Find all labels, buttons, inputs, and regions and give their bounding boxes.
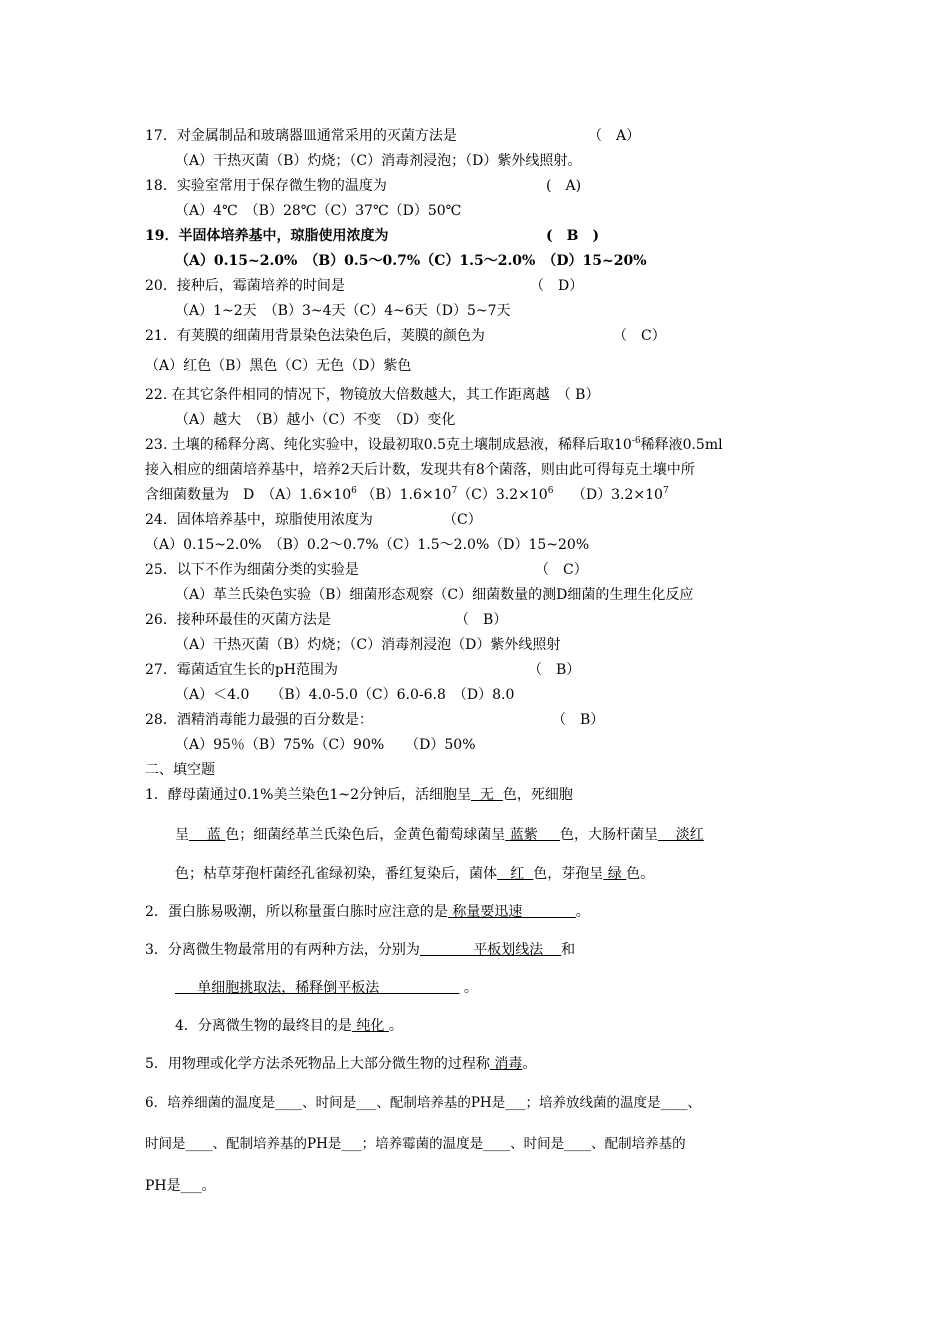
fill1-line1 — [145, 785, 573, 805]
q20-text: 20．接种后，霉菌培养的时间是 — [145, 278, 345, 294]
q27-options: （A）＜4.0 （B）4.0-5.0（C）6.0-6.8 （D）8.0 — [175, 687, 515, 703]
fill6-line3: PH是___。 — [145, 1178, 216, 1194]
fill1-e: 色，大肠杆菌呈 — [559, 827, 658, 843]
q18-answer: ( A) — [546, 178, 582, 194]
blank-9: 单细胞挑取法，稀释倒平板法 — [197, 980, 380, 996]
fill1-c: 呈 — [175, 827, 189, 843]
fill5 — [145, 1054, 536, 1074]
q21-text: 21．有荚膜的细菌用背景染色法染色后，荚膜的颜色为 — [145, 328, 485, 344]
q18-options: （A）4℃ （B）28℃（C）37℃（D）50℃ — [175, 203, 462, 219]
q23-line3 — [145, 485, 669, 505]
q23-opt-c: （C）3.2×10 — [457, 487, 548, 503]
q28-options: （A）95％（B）75%（C）90% （D）50% — [175, 737, 476, 753]
q18-text: 18．实验室常用于保存微生物的温度为 — [145, 178, 387, 194]
blank-3: 蓝紫 — [509, 827, 538, 843]
fill3-line1 — [145, 940, 575, 960]
q23-exp-b: 7 — [451, 486, 458, 496]
blank-8: 平板划线法 — [473, 942, 544, 958]
q23-line1-a: 23. 土壤的稀释分离、纯化实验中，设最初取0.5克土壤制成悬液，稀释后取10 — [145, 437, 632, 453]
fill1-line2 — [175, 825, 704, 845]
q25-answer: （ C） — [535, 562, 588, 578]
q21-options: （A）红色（B）黑色（C）无色（D）紫色 — [145, 358, 412, 374]
blank-11: 消毒 — [494, 1056, 523, 1072]
fill3-b: 和 — [561, 942, 576, 958]
q23-line1 — [145, 435, 723, 455]
blank-5: 红 — [510, 866, 525, 882]
q23-opt-d: （D）3.2×10 — [571, 487, 663, 503]
fill4-b: 。 — [388, 1018, 403, 1034]
q17-options: （A）干热灭菌（B）灼烧；（C）消毒剂浸泡；（D）紫外线照射。 — [175, 153, 582, 169]
q22-options: （A）越大 （B）越小（C）不变 （D）变化 — [175, 412, 456, 428]
q27-answer: （ B） — [528, 662, 581, 678]
q23-opt-b: （B）1.6×10 — [361, 487, 452, 503]
fill1-line3 — [175, 864, 654, 884]
blank-10: 纯化 — [356, 1018, 385, 1034]
fill1-g: 色，芽孢呈 — [533, 866, 604, 882]
fill3-a: 3．分离微生物最常用的有两种方法，分别为 — [145, 942, 420, 958]
fill1-b: 色，死细胞 — [502, 787, 573, 803]
q25-options: （A）革兰氏染色实验（B）细菌形态观察（C）细菌数量的测D细菌的生理生化反应 — [175, 587, 694, 603]
q22-text: 22. 在其它条件相同的情况下，物镜放大倍数越大，其工作距离越 （ B） — [145, 387, 600, 403]
q26-text: 26．接种环最佳的灭菌方法是 — [145, 612, 331, 628]
q26-options: （A）干热灭菌（B）灼烧；（C）消毒剂浸泡（D）紫外线照射 — [175, 637, 561, 653]
q20-options: （A）1~2天 （B）3~4天（C）4~6天（D）5~7天 — [175, 303, 511, 319]
q26-answer: （ B） — [455, 612, 508, 628]
q23-line2: 接入相应的细菌培养基中，培养2天后计数，发现共有8个菌落，则由此可得每克土壤中所 — [145, 462, 695, 478]
q28-answer: （ B） — [552, 712, 605, 728]
section-heading: 二、填空题 — [145, 762, 215, 778]
fill3-line2 — [175, 978, 478, 998]
q19-answer: ( B ) — [546, 228, 600, 244]
q21-answer: （ C） — [613, 328, 666, 344]
fill4-a: 4．分离微生物的最终目的是 — [175, 1018, 352, 1034]
q24-options: （A）0.15~2.0% （B）0.2～0.7%（C）1.5～2.0%（D）15~20% — [145, 537, 590, 553]
q25-text: 25．以下不作为细菌分类的实验是 — [145, 562, 359, 578]
q23-opt-a: 含细菌数量为 D （A）1.6×10 — [145, 487, 352, 503]
q23-exp-d: 7 — [662, 486, 669, 496]
q20-answer: （ D） — [530, 278, 584, 294]
q23-exp-a: 6 — [351, 486, 357, 496]
q19-text: 19．半固体培养基中，琼脂使用浓度为 — [145, 228, 389, 244]
q17-text: 17．对金属制品和玻璃器皿通常采用的灭菌方法是 — [145, 128, 457, 144]
fill5-b: 。 — [522, 1056, 537, 1072]
q24-text: 24．固体培养基中，琼脂使用浓度为 — [145, 512, 373, 528]
blank-7: 称量要迅速 — [452, 904, 523, 920]
fill2-a: 2．蛋白胨易吸潮，所以称量蛋白胨时应注意的是 — [145, 904, 448, 920]
q19-options: （A）0.15~2.0% （B）0.5～0.7%（C）1.5～2.0% （D）15~20% — [175, 253, 647, 269]
fill2-b: 。 — [575, 904, 590, 920]
fill2 — [145, 902, 590, 922]
q28-text: 28．酒精消毒能力最强的百分数是： — [145, 712, 373, 728]
fill1-f: 色；枯草芽孢杆菌经孔雀绿初染，番红复染后，菌体 — [175, 866, 497, 882]
q17-answer: （ A） — [588, 128, 641, 144]
blank-2: 蓝 — [206, 827, 221, 843]
fill6-line1: 6．培养细菌的温度是____、时间是___、配制培养基的PH是___；培养放线菌的温度是____、 — [145, 1095, 701, 1111]
fill3-c: 。 — [463, 980, 478, 996]
fill1-a: 1．酵母菌通过0.1%美兰染色1~2分钟后，活细胞呈 — [145, 787, 472, 803]
fill4 — [175, 1016, 403, 1036]
q23-exp-c: 6 — [547, 486, 554, 496]
blank-1: 无 — [479, 787, 494, 803]
fill1-d: 色；细菌经革兰氏染色后，金黄色葡萄球菌呈 — [225, 827, 506, 843]
q23-exp: -6 — [631, 436, 641, 446]
fill6-line2: 时间是____、配制培养基的PH是___；培养霉菌的温度是____、时间是____、配制培养基的 — [145, 1136, 686, 1152]
blank-6: 绿 — [607, 866, 622, 882]
blank-4: 淡红 — [675, 827, 704, 843]
q27-text: 27．霉菌适宜生长的pH范围为 — [145, 662, 338, 678]
q24-answer: （C） — [443, 512, 482, 528]
fill1-h: 色。 — [626, 866, 655, 882]
fill5-a: 5．用物理或化学方法杀死物品上大部分微生物的过程称 — [145, 1056, 490, 1072]
q23-line1-b: 稀释液0.5ml — [640, 437, 723, 453]
